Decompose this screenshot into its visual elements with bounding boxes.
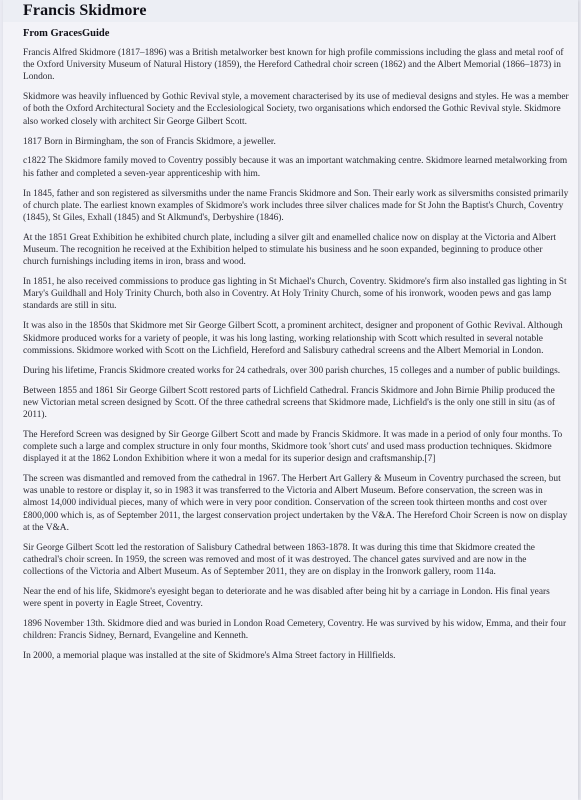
paragraph-screen-dismantled: The screen was dismantled and removed from the cathedral in 1967. The Herbert Art Gallery & Museum in Coventry purchased the screen, but was unable to restore or display it, so in 1983 it was transferred to the Victoria and Albert Museum. Before conservation, the screen was in almost 14,000 individual pieces, many of which were in very poor condition. Conservation of the screen took thirteen months and cost over £800,000 which is, as of September 2011, the largest conservation project undertaken by the V&A. The Hereford Choir Screen is now on display at the V&A. — [23, 474, 568, 533]
paragraph-intro: Francis Alfred Skidmore (1817–1896) was a British metalworker best known for high profile commissions including the glass and metal roof of the Oxford University Museum of Natural History (1859), the Hereford Cathedral choir screen (1862) and the Albert Memorial (1866–1873) in London. — [23, 48, 564, 83]
page-title: Francis Skidmore — [23, 2, 147, 19]
paragraph-hereford-screen: The Hereford Screen was designed by Sir George Gilbert Scott and made by Francis Skidmore. It was made in a period of only four months. To complete such a large and complex structure in only four months, Skidmore took 'short cuts' and used mass production techniques. Skidmore displayed it at the 1862 London Exhibition where it won a medal for its superior design and craftsmanship.[7] — [23, 429, 563, 465]
paragraph-1851-gas-lighting: In 1851, he also received commissions to produce gas lighting in St Michael's Church, Coventry. Skidmore's firm also installed gas lighting in St Mary's Guildhall and Holy Trinity Church, both also in Coventry. At Holy Trinity Church, some of his ironwork, wooden pews and gas lamp standards are still in situ. — [23, 277, 567, 312]
paragraph-salisbury: Sir George Gilbert Scott led the restoration of Salisbury Cathedral between 1863-1878. It was during this time that Skidmore created the cathedral's choir screen. In 1959, the screen was removed and most of it was destroyed. The chancel gates survived and are now in the collections of the Victoria and Albert Museum. As of September 2011, they are on display in the Ironwork gallery, room 114a. — [23, 542, 535, 578]
paragraph-1896-death: 1896 November 13th. Skidmore died and was buried in London Road Cemetery, Coventry. He was survived by his widow, Emma, and their four children: Francis Sidney, Bernard, Evangeline and Kenneth. — [23, 619, 567, 642]
paragraph-lifetime-works: During his lifetime, Francis Skidmore created works for 24 cathedrals, over 300 parish churches, 15 colleges and a number of public buildings. — [23, 365, 561, 376]
paragraph-1817: 1817 Born in Birmingham, the son of Francis Skidmore, a jeweller. — [23, 136, 276, 147]
paragraph-2000-plaque: In 2000, a memorial plaque was installed at the site of Skidmore's Alma Street factory in Hillfields. — [23, 651, 396, 662]
page-subtitle: From GracesGuide — [23, 28, 110, 39]
article-body — [23, 2, 569, 662]
paragraph-1850s-scott: It was also in the 1850s that Skidmore met Sir George Gilbert Scott, a prominent architect, designer and proponent of Gothic Revival. Although Skidmore produced works for a variety of people, it was his long lasting, working relationship with Scott which resulted in several notable commissions. Skidmore worked with Scott on the Lichfield, Hereford and Salisbury cathedral screens and the Albert Memorial in London. — [23, 321, 563, 356]
document-page — [3, 0, 578, 800]
paragraph-1851-exhibition: At the 1851 Great Exhibition he exhibited church plate, including a silver gilt and enamelled chalice now on display at the Victoria and Albert Museum. The recognition he received at the Exhibition helped to stimulate his business and he soon expanded, beginning to produce other church furnishings including items in iron, brass and wood. — [23, 232, 556, 268]
paragraph-later-life: Near the end of his life, Skidmore's eyesight began to deteriorate and he was disabled after being hit by a carriage in London. His final years were spent in poverty in Eagle Street, Coventry. — [23, 586, 550, 610]
paragraph-lichfield: Between 1855 and 1861 Sir George Gilbert Scott restored parts of Lichfield Cathedral. Francis Skidmore and John Birnie Philip produced the new Victorian metal screen designed by Scott. Of the three cathedral screens that Skidmore made, Lichfield's is the only one still in situ (as of 2011). — [23, 385, 556, 420]
paragraph-gothic-revival: Skidmore was heavily influenced by Gothic Revival style, a movement characterised by its use of medieval designs and styles. He was a member of both the Oxford Architectural Society and the Ecclesiological Society, two organisations which endorsed the Gothic Revival style. Skidmore also worked closely with architect Sir George Gilbert Scott. — [23, 92, 569, 127]
paragraph-c1822: c1822 The Skidmore family moved to Coventry possibly because it was an important watchmaking centre. Skidmore learned metalworking from his father and completed a seven-year apprenticeship with him. — [23, 156, 568, 179]
paragraph-1845: In 1845, father and son registered as silversmiths under the name Francis Skidmore and Son. Their early work as silversmiths consisted primarily of church plate. The earliest known examples of Skidmore's work includes three silver chalices made for St John the Baptist's Church, Coventry (1845), St Giles, Exhall (1845) and St Alkmund's, Derbyshire (1846). — [23, 188, 569, 223]
